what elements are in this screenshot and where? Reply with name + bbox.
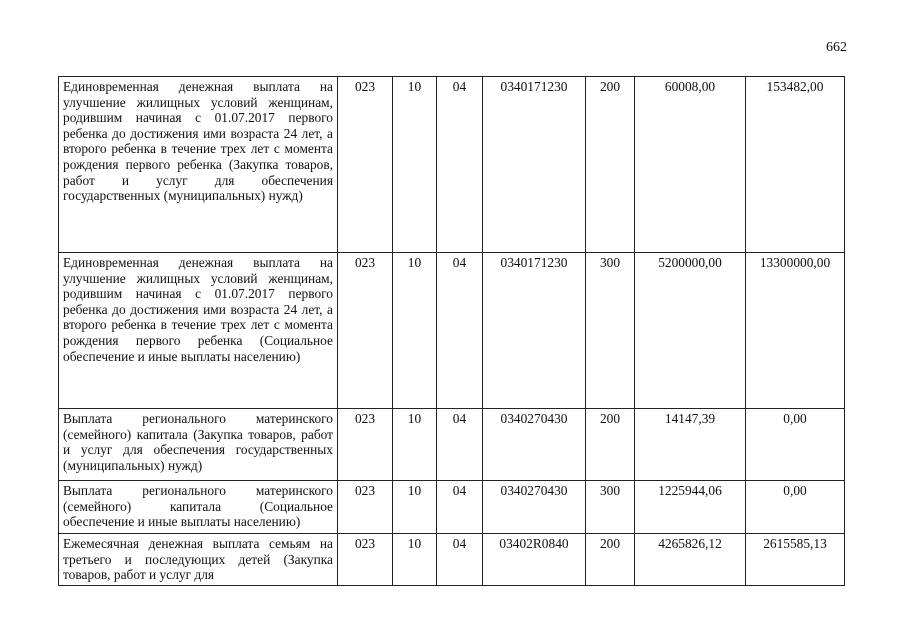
row-section: 10: [393, 481, 437, 534]
row-amount-2: 0,00: [746, 481, 845, 534]
row-type: 200: [586, 77, 635, 253]
row-type: 300: [586, 253, 635, 409]
row-description: Ежемесячная денежная выплата семьям на третьего и последующих детей (Закупка товаров, работ и услуг для: [59, 534, 338, 586]
row-description: Единовременная денежная выплата на улучшение жилищных условий женщинам, родившим начиная с 01.07.2017 первого ребенка до достижения ими возраста 24 лет, а второго ребенка в течение трех лет с момента рождения первого ребенка (Закупка товаров, работ и услуг для обеспечения государственных (муниципальных) нужд): [59, 77, 338, 253]
page-number: 662: [826, 40, 847, 55]
row-code: 023: [338, 253, 393, 409]
row-amount-2: 2615585,13: [746, 534, 845, 586]
row-type: 300: [586, 481, 635, 534]
table-row: [59, 253, 845, 409]
row-section: 10: [393, 409, 437, 481]
row-amount-1: 1225944,06: [635, 481, 746, 534]
table-row: [59, 409, 845, 481]
row-section: 10: [393, 77, 437, 253]
row-section: 10: [393, 534, 437, 586]
table-row: [59, 77, 845, 253]
row-subsection: 04: [437, 534, 483, 586]
row-description: Единовременная денежная выплата на улучшение жилищных условий женщинам, родившим начиная с 01.07.2017 первого ребенка до достижения ими возраста 24 лет, а второго ребенка в течение трех лет с момента рождения первого ребенка (Социальное обеспечение и иные выплаты населению): [59, 253, 338, 409]
row-amount-1: 14147,39: [635, 409, 746, 481]
row-amount-2: 0,00: [746, 409, 845, 481]
table-row: [59, 481, 845, 534]
row-amount-2: 153482,00: [746, 77, 845, 253]
row-subsection: 04: [437, 77, 483, 253]
row-type: 200: [586, 409, 635, 481]
row-code: 023: [338, 481, 393, 534]
row-description: Выплата регионального материнского (семейного) капитала (Закупка товаров, работ и услуг для обеспечения государственных (муниципальных) нужд): [59, 409, 338, 481]
row-code: 023: [338, 409, 393, 481]
row-subsection: 04: [437, 409, 483, 481]
row-amount-2: 13300000,00: [746, 253, 845, 409]
row-target: 0340171230: [483, 77, 586, 253]
row-subsection: 04: [437, 253, 483, 409]
row-amount-1: 5200000,00: [635, 253, 746, 409]
row-code: 023: [338, 77, 393, 253]
row-amount-1: 60008,00: [635, 77, 746, 253]
row-amount-1: 4265826,12: [635, 534, 746, 586]
row-target: 0340171230: [483, 253, 586, 409]
row-code: 023: [338, 534, 393, 586]
row-type: 200: [586, 534, 635, 586]
row-subsection: 04: [437, 481, 483, 534]
row-target: 0340270430: [483, 409, 586, 481]
table-row: [59, 534, 845, 586]
row-target: 03402R0840: [483, 534, 586, 586]
row-description: Выплата регионального материнского (семейного) капитала (Социальное обеспечение и иные выплаты населению): [59, 481, 338, 534]
row-target: 0340270430: [483, 481, 586, 534]
row-section: 10: [393, 253, 437, 409]
budget-table: [58, 76, 845, 586]
